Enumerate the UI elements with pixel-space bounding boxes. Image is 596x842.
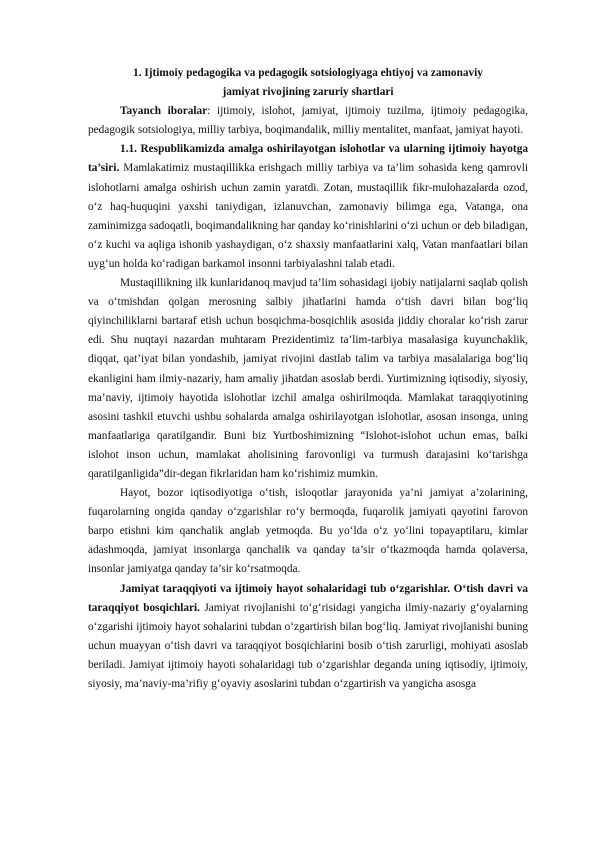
- title-line-1: 1. Ijtimoiy pedagogika va pedagogik sotsiologiyaga ehtiyoj va zamonaviy: [133, 67, 483, 79]
- document-title: [88, 64, 528, 102]
- section-1-heading: 1.1. Respublikamizda amalga oshirilayotgan islohotlar va ularning ijtimoiy hayotga ta’siri.: [88, 143, 528, 175]
- paragraph-3: Hayot, bozor iqtisodiyotiga o‘tish, isloqotlar jarayonida ya’ni jamiyat a’zolarining, fuqarolarning ongida qanday o‘zgarishlar ro‘y bermoqda, fuqarolik jamiyati qayotini farovon barpo etishni kim qanchalik anglab yetmoqda. Bu yo‘lda o‘z yo‘lini topayaptilaru, kimlar adashmoqda, jamiyat insonlarga qanchalik va qanday ta’sir o‘tkazmoqda hamda qolaversa, insonlar jamiyatga qanday ta’sir ko‘rsatmoqda.: [88, 487, 528, 576]
- keywords-paragraph: [88, 102, 528, 140]
- section-2-heading: Jamiyat taraqqiyoti va ijtimoiy hayot sohalaridagi tub o‘zgarishlar. O‘tish davri va taraqqiyot bosqichlari.: [88, 582, 528, 614]
- section-1-text: Mamlakatimiz mustaqillikka erishgach milliy tarbiya va ta’lim sohasida keng qamrovli islohotlarni amalga oshirish uchun zamin yaratdi. Zotan, mustaqillik fikr-mulohazalarda ozod, o‘z haq-huquqini yaxshi taniydigan, izlanuvchan, zamonaviy bilimga ega, Vatanga, ona zaminimizga sadoqatli, boqimandalikning har qanday ko‘rinishlarini o‘zi uchun or deb biladigan, o‘z kuchi va aqliga ishonib yashaydigan, o‘z shaxsiy manfaatlarini xalq, Vatan manfaatlari bilan uyg‘un holda ko‘radigan barkamol insonni tarbiyalashni talab etadi.: [88, 162, 528, 270]
- section-2-paragraph: [88, 580, 528, 695]
- keywords-label: Tayanch iboralar: [120, 105, 208, 118]
- document-page: [88, 64, 528, 694]
- section-2-text: Jamiyat rivojlanishi to‘g‘risidagi yangicha ilmiy-nazariy g‘oyalarning o‘zgarishi ijtimoiy hayot sohalarini tubdan o‘zgartirish bilan bog‘liq. Jamiyat rivojlanishi buning uchun muayyan o‘tish davri va taraqqiyot bosqichlarini bosib o‘tish zarurligi, mohiyati asoslab beriladi. Jamiyat ijtimoiy hayoti sohalaridagi tub o‘zgarishlar deganda uning iqtisodiy, ijtimoiy, siyosiy, ma’naviy-ma’rifiy g‘oyaviy asoslarini tubdan o‘zgartirish va yangicha asosga: [88, 601, 528, 690]
- section-1-paragraph: [88, 140, 528, 274]
- keywords-text: : ijtimoiy, islohot, jamiyat, ijtimoiy tuzilma, ijtimoiy pedagogika, pedagogik sotsiologiya, milliy tarbiya, boqimandalik, milliy mentalitet, manfaat, jamiyat hayoti.: [88, 105, 528, 137]
- title-line-2: jamiyat rivojining zaruriy shartlari: [222, 86, 394, 99]
- paragraph-2: Mustaqillikning ilk kunlaridanoq mavjud ta’lim sohasidagi ijobiy natijalarni saqlab qolish va o‘tmishdan qolgan merosning salbiy jihatlarini hamda o‘tish davri bilan bog‘liq qiyinchiliklarni bartaraf etish uchun bosqichma-bosqichlik asosida jiddiy choralar ko‘rish zarur edi. Shu nuqtayi nazardan muhtaram Prezidentimiz ta’lim-tarbiya masalasiga kuyunchaklik, diqqat, qat’iyat bilan yondashib, jamiyat rivojini dastlab talim va tarbiya masalalariga bog‘liq ekanligini ham ilmiy-nazariy, ham amaliy jihatdan asoslab berdi. Yurtimizning iqtisodiy, siyosiy, ma’naviy, ijtimoiy hayotida islohotlar izchil amalga oshirilmoqda. Mamlakat taraqqiyotining asosini tashkil etuvchi ushbu sohalarda amalga oshirilayotgan islohotlar, asosan insonga, uning manfaatlariga qaratilgandir. Buni biz Yurtboshimizning “Islohot-islohot uchun emas, balki islohot inson uchun, mamlakat aholisining farovonligi va turmush darajasini ko‘tarishga qaratilganligida”dir-degan fikrlaridan ham ko‘rishimiz mumkin.: [88, 277, 528, 480]
